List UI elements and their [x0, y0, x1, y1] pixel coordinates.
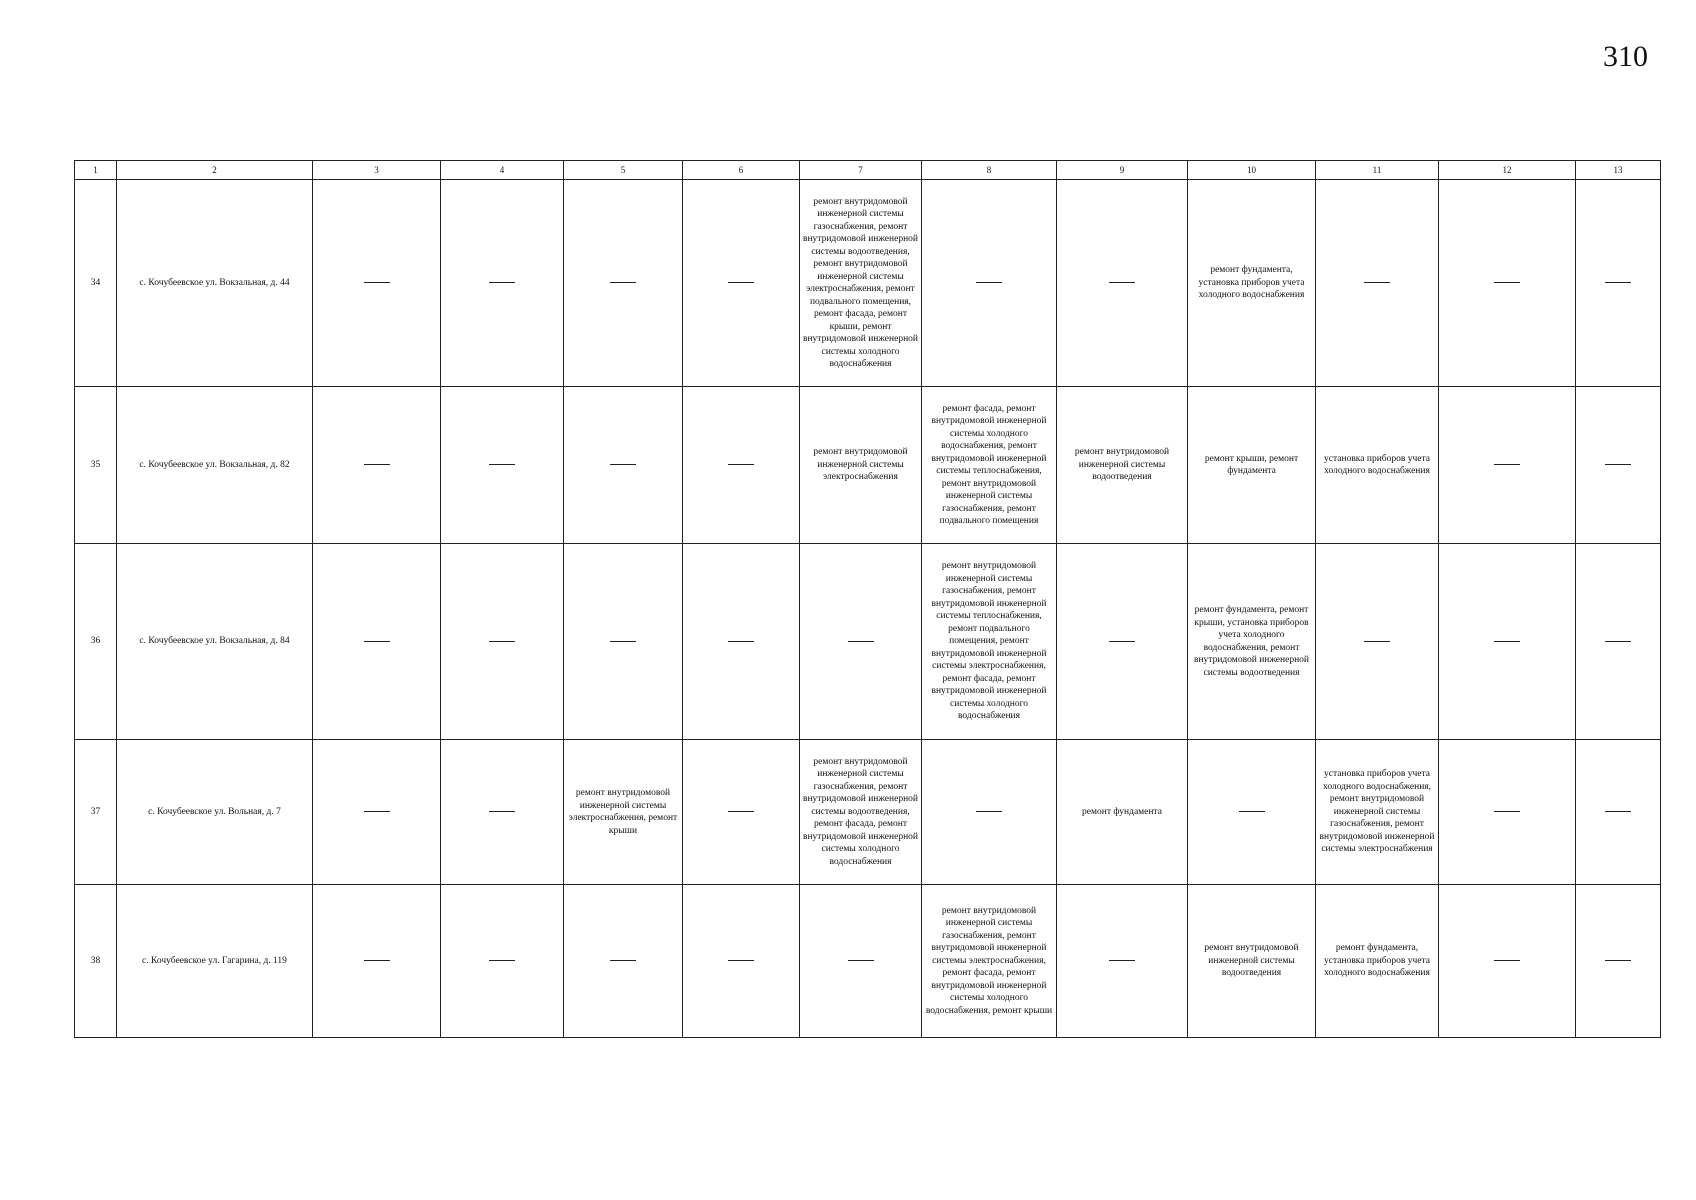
empty-dash — [364, 960, 390, 961]
cell-text: ремонт внутридомовой инженерной системы газоснабжения, ремонт внутридомовой инженерной системы теплоснабжения, ремонт подвального помещения, ремонт внутридомовой инженерной системы электроснабжения, ремонт фасада, ремонт внутридомовой инженерной системы холодного водоснабжения — [931, 561, 1047, 722]
table-row — [75, 544, 1661, 740]
empty-dash — [1605, 641, 1631, 642]
empty-dash — [489, 811, 515, 812]
table-cell — [564, 544, 683, 740]
empty-dash — [1605, 811, 1631, 812]
cell-text: ремонт внутридомовой инженерной системы газоснабжения, ремонт внутридомовой инженерной системы водоотведения, ремонт внутридомовой инженерной системы электроснабжения, ремонт подвального помещения, ремонт фасада, ремонт крыши, ремонт внутридомовой инженерной системы холодного водоснабжения — [802, 196, 918, 369]
table-cell — [1316, 180, 1439, 387]
table-cell — [313, 180, 441, 387]
row-address: с. Кочубеевское ул. Вольная, д. 7 — [117, 740, 313, 885]
empty-dash — [489, 282, 515, 283]
table-cell — [564, 387, 683, 544]
empty-dash — [610, 282, 636, 283]
empty-dash — [364, 282, 390, 283]
table-cell — [1316, 885, 1439, 1038]
column-header: 5 — [564, 161, 683, 180]
cell-text: установка приборов учета холодного водоснабжения, ремонт внутридомовой инженерной системы газоснабжения, ремонт внутридомовой инженерной системы электроснабжения — [1319, 769, 1435, 855]
table-cell — [1057, 885, 1188, 1038]
table-cell — [922, 885, 1057, 1038]
empty-dash — [1605, 282, 1631, 283]
table-row — [75, 180, 1661, 387]
column-header: 4 — [441, 161, 564, 180]
table-cell — [564, 885, 683, 1038]
table-cell — [800, 387, 922, 544]
table-cell — [922, 544, 1057, 740]
table-cell — [683, 885, 800, 1038]
cell-text: ремонт фасада, ремонт внутридомовой инженерной системы холодного водоснабжения, ремонт внутридомовой инженерной системы теплоснабжения, ремонт внутридомовой инженерной системы газоснабжения, ремонт подвального помещения — [931, 403, 1047, 526]
empty-dash — [728, 464, 754, 465]
table-cell — [1439, 740, 1576, 885]
table-cell — [800, 740, 922, 885]
empty-dash — [1494, 282, 1520, 283]
table-cell — [1576, 180, 1661, 387]
empty-dash — [1109, 960, 1135, 961]
table-cell — [313, 885, 441, 1038]
cell-text: ремонт крыши, ремонт фундамента — [1204, 453, 1299, 476]
table-cell — [1188, 387, 1316, 544]
cell-text: ремонт внутридомовой инженерной системы электроснабжения — [813, 447, 908, 483]
empty-dash — [610, 960, 636, 961]
table-cell — [313, 387, 441, 544]
empty-dash — [489, 464, 515, 465]
column-header: 12 — [1439, 161, 1576, 180]
empty-dash — [728, 960, 754, 961]
empty-dash — [1494, 464, 1520, 465]
empty-dash — [1364, 282, 1390, 283]
row-number: 35 — [75, 387, 117, 544]
table-row — [75, 740, 1661, 885]
empty-dash — [728, 641, 754, 642]
empty-dash — [1494, 960, 1520, 961]
table-cell — [922, 387, 1057, 544]
table-cell — [800, 544, 922, 740]
header-row — [75, 161, 1661, 180]
empty-dash — [364, 811, 390, 812]
table-cell — [1439, 885, 1576, 1038]
cell-text: установка приборов учета холодного водоснабжения — [1324, 453, 1430, 476]
table-cell — [564, 180, 683, 387]
table-cell — [800, 885, 922, 1038]
column-header: 9 — [1057, 161, 1188, 180]
table-cell — [683, 544, 800, 740]
table-cell — [800, 180, 922, 387]
table-cell — [1316, 740, 1439, 885]
cell-text: ремонт фундамента, установка приборов учета холодного водоснабжения — [1324, 943, 1430, 979]
cell-text: ремонт фундамента, установка приборов учета холодного водоснабжения — [1198, 265, 1305, 301]
table-cell — [1316, 387, 1439, 544]
table-cell — [1576, 885, 1661, 1038]
empty-dash — [976, 282, 1002, 283]
empty-dash — [489, 641, 515, 642]
table-cell — [564, 740, 683, 885]
empty-dash — [848, 960, 874, 961]
table-cell — [683, 387, 800, 544]
cell-text: ремонт внутридомовой инженерной системы водоотведения — [1204, 943, 1299, 979]
empty-dash — [1364, 641, 1390, 642]
table-row — [75, 885, 1661, 1038]
table-cell — [1057, 180, 1188, 387]
cell-text: ремонт внутридомовой инженерной системы электроснабжения, ремонт крыши — [568, 788, 678, 836]
row-number: 37 — [75, 740, 117, 885]
table-cell — [1576, 544, 1661, 740]
empty-dash — [1605, 960, 1631, 961]
page-number: 310 — [1603, 40, 1648, 73]
column-header: 13 — [1576, 161, 1661, 180]
table-cell — [1188, 180, 1316, 387]
table-cell — [1188, 544, 1316, 740]
empty-dash — [1109, 282, 1135, 283]
table-cell — [1316, 544, 1439, 740]
column-header: 1 — [75, 161, 117, 180]
empty-dash — [1109, 641, 1135, 642]
column-header: 10 — [1188, 161, 1316, 180]
table-row — [75, 387, 1661, 544]
column-header: 11 — [1316, 161, 1439, 180]
table-cell — [441, 740, 564, 885]
cell-text: ремонт внутридомовой инженерной системы газоснабжения, ремонт внутридомовой инженерной системы электроснабжения, ремонт фасада, ремонт внутридомовой инженерной системы холодного водоснабжения, ремонт крыши — [925, 905, 1053, 1016]
row-number: 36 — [75, 544, 117, 740]
row-address: с. Кочубеевское ул. Гагарина, д. 119 — [117, 885, 313, 1038]
table-cell — [1057, 740, 1188, 885]
row-address: с. Кочубеевское ул. Вокзальная, д. 84 — [117, 544, 313, 740]
table-cell — [313, 740, 441, 885]
empty-dash — [1239, 811, 1265, 812]
empty-dash — [1494, 641, 1520, 642]
table-cell — [922, 740, 1057, 885]
empty-dash — [1605, 464, 1631, 465]
table-cell — [1188, 740, 1316, 885]
table-cell — [313, 544, 441, 740]
empty-dash — [976, 811, 1002, 812]
column-header: 3 — [313, 161, 441, 180]
table-cell — [441, 180, 564, 387]
table-cell — [441, 885, 564, 1038]
table-cell — [1576, 387, 1661, 544]
table-cell — [441, 544, 564, 740]
empty-dash — [610, 464, 636, 465]
column-header: 8 — [922, 161, 1057, 180]
row-number: 34 — [75, 180, 117, 387]
empty-dash — [1494, 811, 1520, 812]
empty-dash — [364, 641, 390, 642]
empty-dash — [489, 960, 515, 961]
row-address: с. Кочубеевское ул. Вокзальная, д. 82 — [117, 387, 313, 544]
column-header: 6 — [683, 161, 800, 180]
cell-text: ремонт фундамента — [1082, 806, 1162, 817]
empty-dash — [728, 282, 754, 283]
table-cell — [1057, 387, 1188, 544]
column-header: 7 — [800, 161, 922, 180]
table-cell — [1439, 544, 1576, 740]
row-number: 38 — [75, 885, 117, 1038]
cell-text: ремонт внутридомовой инженерной системы газоснабжения, ремонт внутридомовой инженерной системы водоотведения, ремонт фасада, ремонт внутридомовой инженерной системы холодного водоснабжения — [802, 756, 918, 867]
column-header: 2 — [117, 161, 313, 180]
row-address: с. Кочубеевское ул. Вокзальная, д. 44 — [117, 180, 313, 387]
repair-schedule-table — [74, 160, 1661, 1038]
table-cell — [441, 387, 564, 544]
table-cell — [683, 180, 800, 387]
cell-text: ремонт внутридомовой инженерной системы водоотведения — [1074, 447, 1170, 483]
table-cell — [1439, 387, 1576, 544]
table-cell — [1439, 180, 1576, 387]
table-cell — [1576, 740, 1661, 885]
table-cell — [1188, 885, 1316, 1038]
table-cell — [922, 180, 1057, 387]
table-cell — [683, 740, 800, 885]
empty-dash — [610, 641, 636, 642]
empty-dash — [364, 464, 390, 465]
empty-dash — [848, 641, 874, 642]
table-cell — [1057, 544, 1188, 740]
empty-dash — [728, 811, 754, 812]
cell-text: ремонт фундамента, ремонт крыши, установка приборов учета холодного водоснабжения, ремонт внутридомовой инженерной системы водоотведения — [1193, 605, 1309, 678]
